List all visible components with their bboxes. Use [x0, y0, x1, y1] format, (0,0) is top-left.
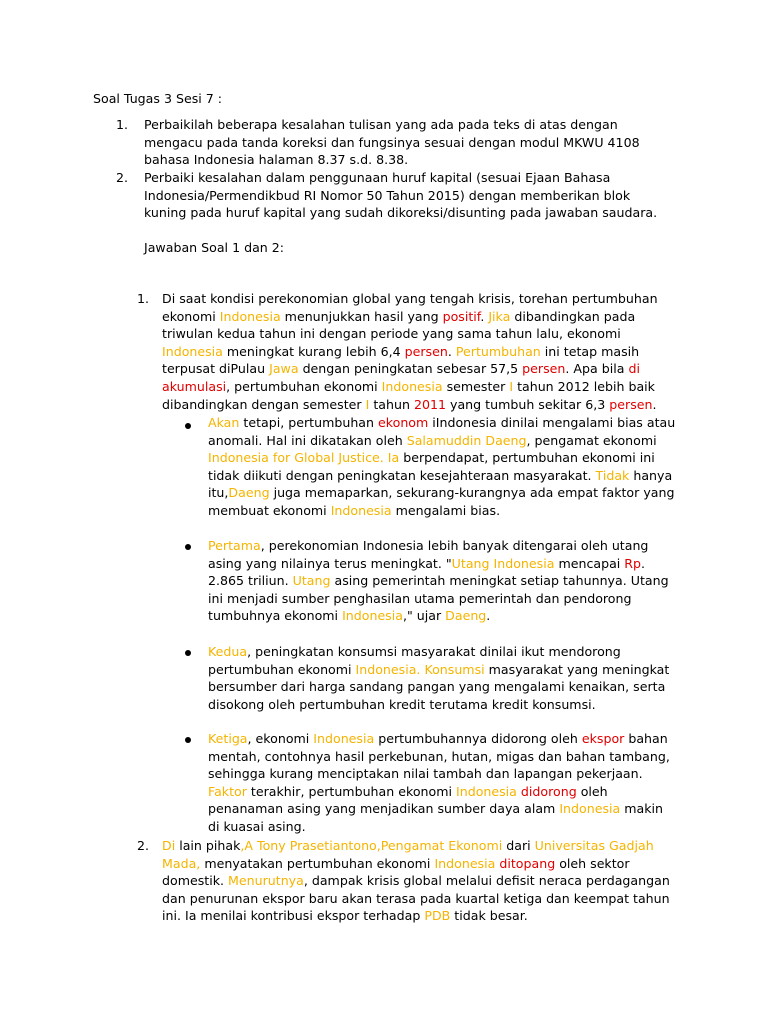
- text-run: tidak besar.: [450, 908, 528, 924]
- text-run: bahan mentah, contohnya hasil perkebunan, hutan, migas dan bahan tambang, sehingga kurang menciptakan nilai tambah dan lapangan pekerjaan.: [208, 731, 670, 782]
- highlight-yellow-text: Utang Indonesia: [451, 555, 555, 571]
- text-run: mencapai: [554, 555, 625, 571]
- highlight-yellow-text: Kedua: [208, 644, 248, 659]
- highlight-yellow-text: Indonesia: [330, 502, 392, 518]
- highlight-yellow-text: Menurutnya: [228, 873, 304, 889]
- highlight-yellow-text: Di: [162, 838, 176, 853]
- highlight-red-text: didorong: [520, 783, 577, 799]
- text-run: , perekonomian Indonesia lebih banyak ditengarai oleh utang asing yang nilainya terus meningkat. ": [208, 538, 649, 571]
- text-run: , pengamat ekonomi: [526, 432, 657, 448]
- highlight-yellow-text: ,A Tony Prasetiantono,Pengamat Ekonomi: [240, 838, 503, 853]
- text-run: , pertumbuhan ekonomi: [226, 378, 382, 394]
- text-run: semester: [442, 378, 510, 394]
- text-run: , ekonomi: [247, 731, 314, 746]
- highlight-yellow-text: Tidak: [595, 467, 630, 483]
- highlight-red-text: ditopang: [499, 855, 556, 871]
- highlight-yellow-text: Daeng: [445, 608, 487, 624]
- highlight-yellow-text: Indonesia: [559, 801, 621, 817]
- highlight-red-text: di akumulasi: [162, 361, 640, 394]
- highlight-yellow-text: Universitas Gadjah Mada,: [162, 838, 654, 871]
- highlight-yellow-text: Indonesia for Global Justice. Ia: [208, 450, 400, 466]
- answer-1-paragraph: [162, 290, 674, 413]
- highlight-yellow-text: Indonesia: [219, 308, 281, 324]
- text-run: masyarakat yang meningkat bersumber dari harga sandang pangan yang mengalami kenaikan, serta disokong oleh pertumbuhan kredit terutama kredit konsumsi.: [208, 661, 670, 712]
- highlight-yellow-text: Pertama: [208, 538, 261, 553]
- text-run: . Apa bila: [565, 361, 629, 377]
- text-run: .: [486, 608, 491, 624]
- answer-2-number: 2.: [137, 838, 150, 853]
- answer-heading: Jawaban Soal 1 dan 2:: [144, 240, 285, 255]
- text-run: ini tetap masih terpusat diPulau: [162, 343, 640, 377]
- highlight-yellow-text: Indonesia: [313, 731, 375, 746]
- text-run: tahun 2012 lebih baik dibandingkan dengan semester: [162, 378, 655, 412]
- text-run: .: [447, 343, 456, 359]
- highlight-red-text: ekspor: [581, 731, 625, 746]
- highlight-yellow-text: Faktor: [208, 783, 247, 799]
- highlight-yellow-text: Jawa: [269, 361, 299, 377]
- highlight-yellow-text: Indonesia: [434, 855, 496, 871]
- text-run: pertumbuhannya didorong oleh: [374, 731, 582, 746]
- page-heading: Soal Tugas 3 Sesi 7 :: [93, 91, 223, 106]
- bullet-dot: [185, 544, 191, 550]
- highlight-red-text: 2011: [413, 396, 446, 412]
- highlight-red-text: Rp: [624, 555, 642, 571]
- answer-1-bullet-3: [208, 643, 678, 713]
- highlight-yellow-text: Indonesia. Konsumsi: [355, 661, 485, 677]
- answer-1-bullet-2: [208, 537, 678, 625]
- question-1-number: 1.: [116, 117, 129, 132]
- question-2-text: Perbaiki kesalahan dalam penggunaan huruf kapital (sesuai Ejaan Bahasa Indonesia/Permendikbud RI Nomor 50 Tahun 2015) dengan memberikan blok kuning pada huruf kapital yang sudah dikoreksi/disunting pada jawaban saudara.: [144, 170, 658, 221]
- bullet-dot: [185, 423, 191, 429]
- text-run: , dampak krisis global melalui defisit neraca perdagangan dan penurunan ekspor baru akan terasa pada kuartal ketiga dan keempat tahun ini. Ia menilai kontribusi ekspor terhadap: [162, 873, 670, 924]
- highlight-yellow-text: Daeng: [228, 485, 270, 501]
- highlight-yellow-text: Indonesia: [381, 378, 443, 394]
- text-run: meningkat kurang lebih 6,4: [222, 343, 405, 359]
- text-run: menyatakan pertumbuhan ekonomi: [200, 855, 435, 871]
- answer-1-number: 1.: [137, 291, 150, 306]
- highlight-yellow-text: PDB: [424, 908, 451, 924]
- text-run: terakhir, pertumbuhan ekonomi: [246, 783, 456, 799]
- answer-1-bullet-1: [208, 414, 678, 520]
- text-run: berpendapat, pertumbuhan ekonomi ini tidak diikuti dengan peningkatan kesejahteraan masyarakat.: [208, 450, 655, 483]
- highlight-yellow-text: Akan: [208, 415, 240, 430]
- text-run: iIndonesia dinilai mengalami bias atau anomali. Hal ini dikatakan oleh: [208, 415, 676, 448]
- text-run: , peningkatan konsumsi masyarakat dinilai ikut mendorong pertumbuhan ekonomi: [208, 644, 621, 677]
- text-run: .: [652, 396, 657, 412]
- text-run: dengan peningkatan sebesar 57,5: [298, 361, 523, 377]
- text-run: oleh penanaman asing yang menjadikan sumber daya alam: [208, 783, 608, 817]
- text-run: makin di kuasai asing.: [208, 801, 663, 834]
- text-run: menunjukkan hasil yang: [280, 308, 443, 324]
- text-run: yang tumbuh sekitar 6,3: [446, 396, 610, 412]
- highlight-yellow-text: I: [509, 378, 514, 394]
- highlight-yellow-text: Indonesia: [342, 608, 403, 624]
- text-run: lain pihak: [175, 838, 241, 853]
- highlight-yellow-text: Pertumbuhan: [455, 343, 541, 359]
- text-run: tahun: [369, 396, 414, 412]
- answer-1-bullet-4: [208, 730, 678, 836]
- text-run: dibandingkan pada triwulan kedua tahun ini dengan periode yang sama tahun lalu, ekonomi: [162, 308, 636, 342]
- text-run: .: [480, 308, 489, 324]
- bullet-dot: [185, 650, 191, 656]
- highlight-yellow-text: Ketiga: [208, 731, 248, 746]
- highlight-yellow-text: I: [365, 396, 370, 412]
- text-run: ," ujar: [402, 608, 446, 624]
- question-1-text: Perbaikilah beberapa kesalahan tulisan yang ada pada teks di atas dengan mengacu pada tanda koreksi dan fungsinya sesuai dengan modul MKWU 4108 bahasa Indonesia halaman 8.37 s.d. 8.38.: [144, 117, 640, 168]
- answer-2-paragraph: [162, 837, 674, 925]
- highlight-red-text: positif: [442, 308, 481, 324]
- text-run: juga memaparkan, sekurang-kurangnya ada empat faktor yang membuat ekonomi: [208, 485, 675, 518]
- bullet-dot: [185, 737, 191, 743]
- text-run: . 2.865 triliun.: [208, 555, 646, 589]
- highlight-yellow-text: Utang: [292, 573, 331, 589]
- highlight-red-text: persen: [522, 361, 566, 377]
- question-2-number: 2.: [116, 170, 129, 185]
- highlight-yellow-text: Salamuddin Daeng: [406, 432, 527, 448]
- text-run: asing pemerintah meningkat setiap tahunnya. Utang ini menjadi sumber penghasilan utama pemerintah dan pendorong tumbuhnya ekonomi: [208, 573, 669, 624]
- highlight-red-text: persen: [609, 396, 653, 412]
- text-run: mengalami bias.: [391, 502, 501, 518]
- text-run: oleh sektor domestik.: [162, 855, 630, 889]
- highlight-red-text: ekonom: [378, 415, 429, 430]
- highlight-yellow-text: Indonesia: [162, 343, 223, 359]
- highlight-red-text: persen: [404, 343, 448, 359]
- text-run: dari: [502, 838, 535, 853]
- text-run: hanya itu,: [208, 467, 673, 501]
- highlight-yellow-text: Jika: [488, 308, 511, 324]
- text-run: Di saat kondisi perekonomian global yang tengah krisis, torehan pertumbuhan ekonomi: [162, 291, 658, 324]
- highlight-yellow-text: Indonesia: [456, 783, 517, 799]
- text-run: tetapi, pertumbuhan: [239, 415, 379, 430]
